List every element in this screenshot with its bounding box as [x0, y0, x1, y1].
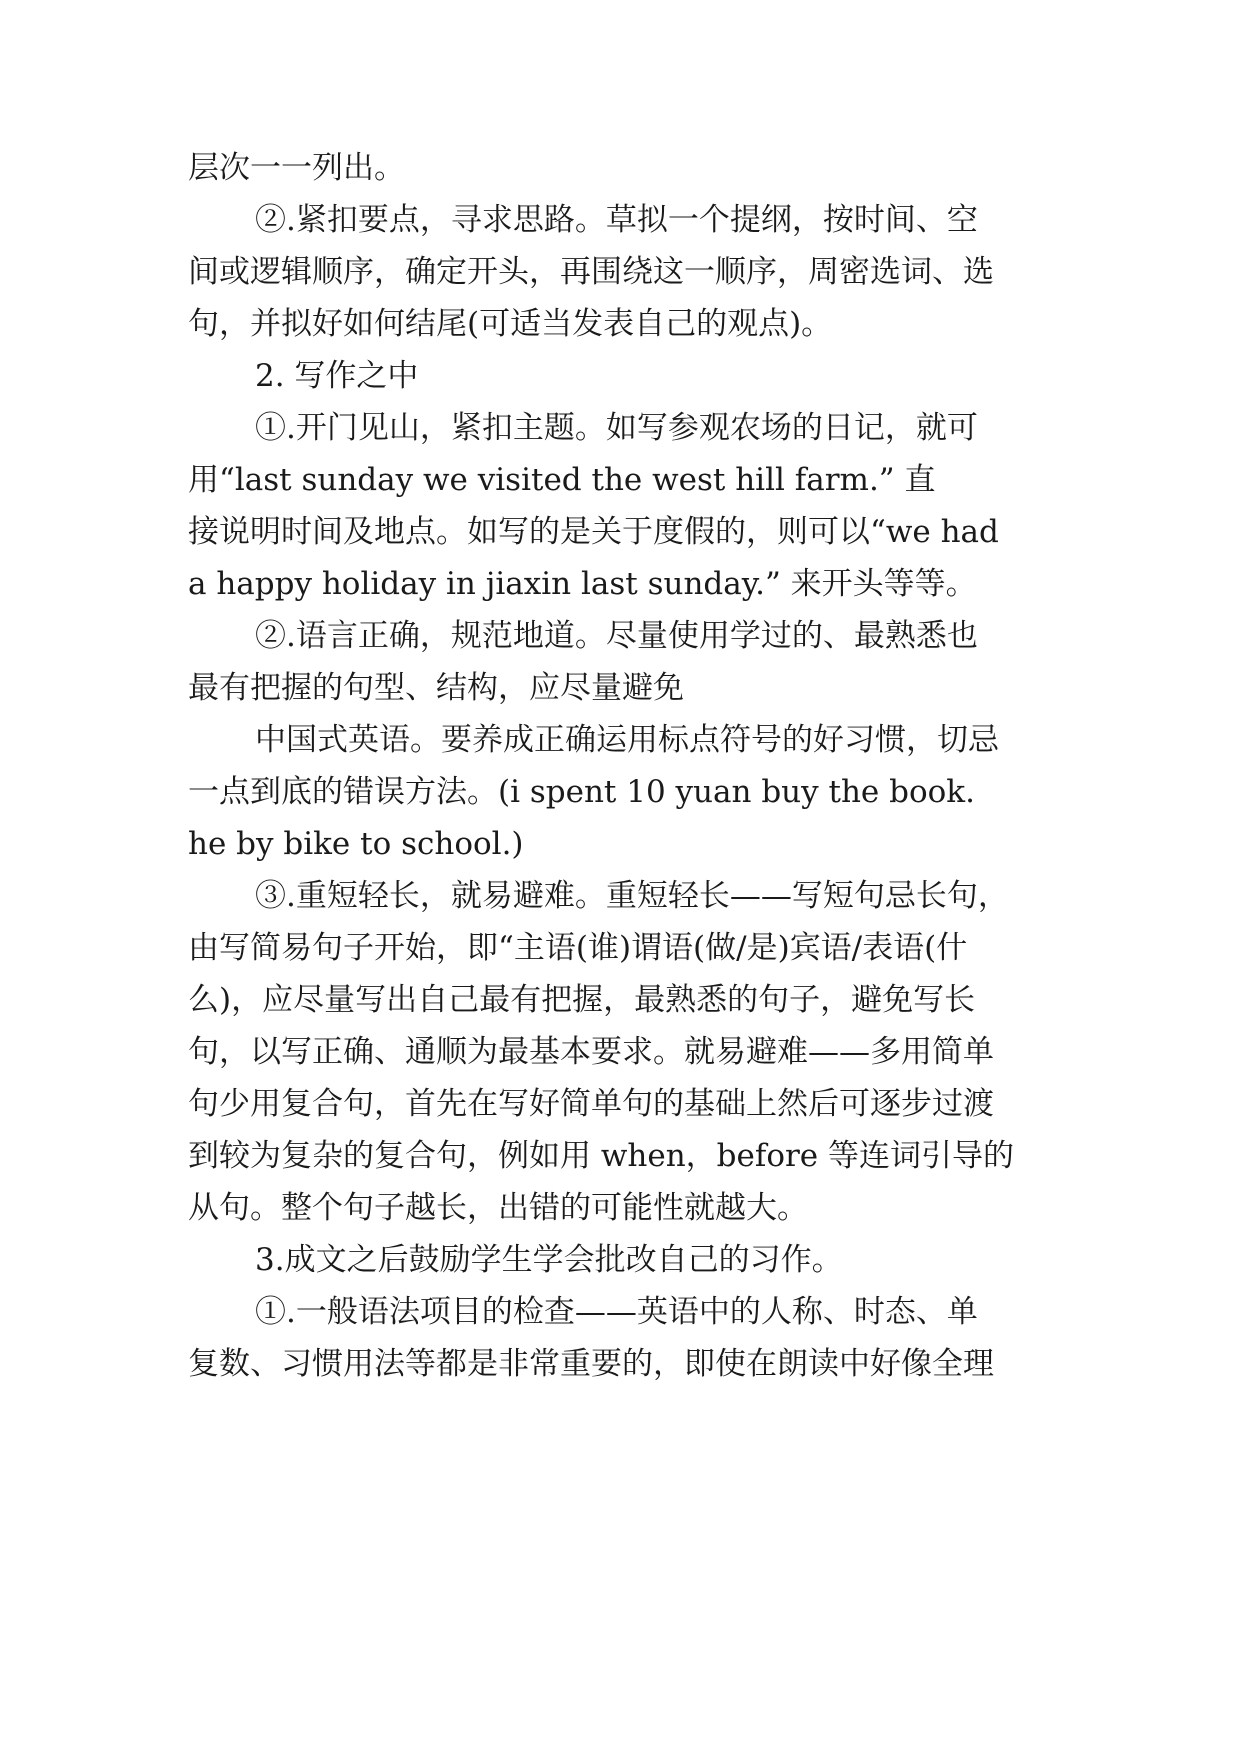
text-line-15: ③.重短轻长，就易避难。重短轻长——写短句忌长句， — [255, 878, 1009, 914]
text-line-23: ①.一般语法项目的检查——英语中的人称、时态、单 — [255, 1294, 978, 1330]
text-line-3: 间或逻辑顺序，确定开头，再围绕这一顺序，周密选词、选 — [188, 254, 994, 290]
text-line-1: 层次一一列出。 — [188, 150, 405, 186]
text-line-4: 句，并拟好如何结尾(可适当发表自己的观点)。 — [188, 306, 833, 342]
text-line-24: 复数、习惯用法等都是非常重要的，即使在朗读中好像全理 — [188, 1346, 994, 1382]
text-line-10: ②.语言正确，规范地道。尽量使用学过的、最熟悉也 — [255, 618, 978, 654]
text-line-19: 句少用复合句，首先在写好简单句的基础上然后可逐步过渡 — [188, 1086, 994, 1122]
text-line-11: 最有把握的句型、结构，应尽量避免 — [188, 670, 684, 706]
text-line-20: 到较为复杂的复合句，例如用 when，before 等连词引导的 — [188, 1138, 1015, 1174]
text-line-16: 由写简易句子开始，即“主语(谁)谓语(做/是)宾语/表语(什 — [188, 930, 968, 966]
text-line-6: ①.开门见山，紧扣主题。如写参观农场的日记，就可 — [255, 410, 978, 446]
text-line-8: 接说明时间及地点。如写的是关于度假的，则可以“we had — [188, 514, 999, 550]
text-line-18: 句，以写正确、通顺为最基本要求。就易避难——多用简单 — [188, 1034, 994, 1070]
text-line-22: 3.成文之后鼓励学生学会批改自己的习作。 — [255, 1242, 843, 1278]
text-line-5: 2. 写作之中 — [255, 358, 419, 394]
text-line-14: he by bike to school.) — [188, 826, 524, 862]
text-line-7: 用“last sunday we visited the west hill farm.” 直 — [188, 462, 936, 498]
text-line-17: 么)，应尽量写出自己最有把握，最熟悉的句子，避免写长 — [188, 982, 976, 1018]
text-line-2: ②.紧扣要点，寻求思路。草拟一个提纲，按时间、空 — [255, 202, 978, 238]
text-line-12: 中国式英语。要养成正确运用标点符号的好习惯，切忌 — [255, 722, 999, 758]
text-line-13: 一点到底的错误方法。(i spent 10 yuan buy the book. — [188, 774, 975, 810]
text-line-9: a happy holiday in jiaxin last sunday.” 来开头等等。 — [188, 566, 977, 602]
text-line-21: 从句。整个句子越长，出错的可能性就越大。 — [188, 1190, 808, 1226]
